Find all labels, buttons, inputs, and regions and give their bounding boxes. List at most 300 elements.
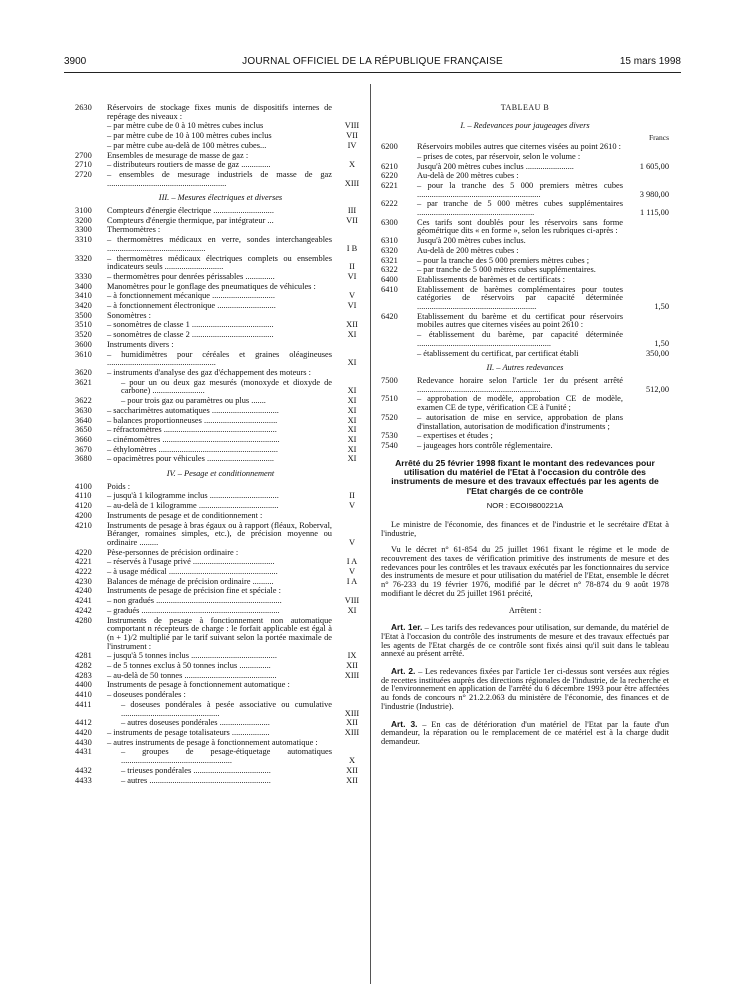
rubric-code: 3300 — [75, 225, 92, 235]
class-value: XII — [346, 765, 358, 775]
rubric-label: – humidimètres pour céréales et graines oléagineuses .................................................... — [107, 349, 332, 368]
rubric-code: 3500 — [75, 310, 92, 320]
rubric-label: – établissement du certificat, par certificat établi — [417, 348, 579, 358]
preamble-paragraph: Le ministre de l'économie, des finances et de l'industrie et le secrétaire d'Etat à l'industrie, — [381, 519, 669, 538]
table-row — [75, 617, 366, 652]
class-value: X — [348, 756, 356, 766]
class-value: VII — [346, 215, 358, 225]
table-row — [75, 152, 366, 161]
rubric-label: – thermomètres médicaux électriques complets ou ensembles indicateurs seuls ............................ — [107, 253, 332, 272]
table-row — [381, 237, 669, 246]
rubric-code: 3320 — [75, 253, 92, 263]
rubric-label: Instruments de pesage à fonctionnement automatique : — [107, 680, 290, 690]
rubric-code: 4210 — [75, 520, 92, 530]
rubric-code: 4221 — [75, 557, 92, 567]
rubric-label: Thermomètres : — [107, 225, 161, 235]
table-row — [75, 446, 366, 455]
rubric-label: – trieuses pondérales ..................................... — [121, 765, 271, 775]
table-row — [75, 662, 366, 671]
rubric-label: Poids : — [107, 481, 131, 491]
rubric-label: – doseuses pondérales à pesée associative ou cumulative ............................................... — [121, 699, 332, 718]
article-text: – Les tarifs des redevances pour utilisation, sur demande, du matériel de l'Etat à l'occasion du contrôle des instruments de mesure et des travaux effectués par les agents de l'Etat chargés de ce contrôle sont fixés ainsi qu'il suit dans le tableau annexé au présent arrêté. — [381, 623, 669, 659]
rubric-label: – sonomètres de classe 1 ....................................... — [107, 320, 274, 330]
rubric-code: 6322 — [381, 265, 398, 275]
rubric-label: – instruments de pesage totalisateurs .................. — [107, 728, 270, 737]
section-heading-electrical: III. – Mesures électriques et diverses — [158, 193, 283, 203]
table-row — [75, 407, 366, 416]
table-row — [381, 163, 669, 172]
rubric-code: 3520 — [75, 330, 92, 340]
rubric-code: 4431 — [75, 747, 92, 757]
rubric-code: 3410 — [75, 291, 92, 301]
rubric-code: 7500 — [381, 375, 398, 385]
rubric-code: 3630 — [75, 405, 92, 415]
class-value: XIII — [344, 728, 360, 737]
rubric-label: – par tranche de 5 000 mètres cubes supplémentaires ........................................................ — [417, 199, 623, 218]
class-value: XII — [346, 718, 358, 728]
table-row — [75, 341, 366, 350]
table-row — [75, 436, 366, 445]
class-value: XI — [347, 358, 357, 368]
rubric-label: – au-delà de 1 kilogramme ...................................... — [107, 501, 279, 511]
table-row — [75, 283, 366, 292]
preamble — [381, 521, 669, 599]
rubric-code: 7540 — [381, 440, 398, 450]
rubric-code: 4430 — [75, 737, 92, 747]
class-value: I A — [346, 576, 358, 586]
table-row — [75, 171, 366, 188]
class-value: I B — [346, 243, 358, 253]
rubric-code: 7530 — [381, 431, 398, 441]
class-value: XII — [346, 775, 358, 785]
rubric-code: 3650 — [75, 425, 92, 435]
class-value: III — [347, 206, 357, 216]
table-row — [75, 455, 366, 464]
table-row — [381, 182, 669, 199]
rubric-code: 3622 — [75, 396, 92, 406]
article-label: Art. 3. — [391, 718, 418, 729]
tariff-rows-weighing — [75, 483, 366, 786]
rubric-code: 4280 — [75, 615, 92, 625]
table-row — [75, 729, 366, 738]
rubric-code: 4420 — [75, 728, 92, 737]
table-row — [75, 492, 366, 501]
rubric-label: Manomètres pour le gonflage des pneumatiques de véhicules : — [107, 281, 316, 291]
article-text: – En cas de détérioration d'un matériel de l'Etat par la faute d'un demandeur, la réparation ou le remplacement de ce matériel est à la charge dudit demandeur. — [381, 719, 669, 746]
table-row — [75, 132, 366, 141]
rubric-code: 2630 — [75, 103, 92, 112]
class-value: XI — [347, 454, 357, 464]
class-value: VIII — [344, 596, 360, 606]
rubric-code: 4283 — [75, 670, 92, 680]
rubric-label: – réservés à l'usage privé ....................................... — [107, 557, 275, 567]
rubric-label: – à usage médical .................................................... — [107, 567, 278, 577]
rubric-label: – par mètre cube au-delà de 100 mètres cubes... — [107, 140, 267, 150]
amount-value: 1,50 — [654, 338, 669, 348]
rubric-label: – distributeurs routiers de masse de gaz .............. — [107, 160, 271, 170]
class-value: XI — [347, 405, 357, 415]
amount-value: 1 115,00 — [639, 208, 669, 218]
table-row — [75, 522, 366, 548]
table-row — [381, 331, 669, 348]
table-row — [75, 483, 366, 492]
rubric-code: 6420 — [381, 311, 398, 321]
rubric-label: – doseuses pondérales : — [107, 690, 186, 700]
rubric-code: 3310 — [75, 235, 92, 245]
rubric-label: – ensembles de mesurage industriels de masse de gaz ......................................................... — [107, 169, 332, 188]
table-b-title: TABLEAU B — [500, 103, 550, 112]
rubric-code: 7520 — [381, 412, 398, 422]
rubric-label: – jaugeages hors contrôle réglementaire. — [417, 440, 553, 450]
rubric-code: 6321 — [381, 255, 398, 265]
table-row — [75, 691, 366, 700]
rubric-label: – saccharimètres automatiques ................................ — [107, 405, 279, 415]
class-value: XI — [347, 425, 357, 435]
journal-title: JOURNAL OFFICIEL DE LA RÉPUBLIQUE FRANÇAISE — [242, 56, 503, 67]
table-row — [75, 512, 366, 521]
table-row — [75, 568, 366, 577]
rubric-code: 3420 — [75, 301, 92, 311]
rubric-code: 4110 — [75, 491, 92, 501]
rubric-label: – au-delà de 50 tonnes ............................................ — [107, 670, 277, 680]
rubric-code: 4411 — [75, 699, 92, 709]
class-value: XIII — [344, 708, 360, 718]
class-value: I A — [346, 557, 358, 567]
rubric-code: 4242 — [75, 605, 92, 615]
table-row — [75, 217, 366, 226]
rubric-label: Redevance horaire selon l'article 1er du présent arrêté ........................................................... — [417, 375, 623, 394]
right-column — [381, 104, 669, 755]
rubric-label: – pour trois gaz ou paramètres ou plus ....... — [121, 396, 266, 406]
amount-value: 350,00 — [645, 348, 669, 358]
rubric-label: – autres instruments de pesage à fonctionnement automatique : — [107, 737, 318, 747]
rubric-code: 6222 — [381, 199, 398, 209]
article-paragraph — [381, 720, 669, 747]
rubric-code: 3660 — [75, 434, 92, 444]
issue-date: 15 mars 1998 — [619, 56, 681, 67]
table-row — [75, 597, 366, 606]
rubric-code: 3670 — [75, 444, 92, 454]
rubric-label: Etablissements de barèmes et de certificats : — [417, 274, 565, 284]
rubric-code: 4230 — [75, 576, 92, 586]
rubric-label: – éthylomètres ......................................................... — [107, 444, 278, 454]
rubric-label: – pour la tranche des 5 000 premiers mètres cubes ; — [417, 255, 590, 265]
rubric-label: Instruments de pesage de précision fine et spéciale : — [107, 586, 281, 596]
rubric-code: 3680 — [75, 454, 92, 464]
table-row — [75, 701, 366, 718]
rubric-code: 6210 — [381, 161, 398, 171]
table-row — [381, 432, 669, 441]
class-value: IV — [347, 140, 357, 150]
table-row — [75, 292, 366, 301]
table-row — [381, 143, 669, 152]
article-text: – Les redevances fixées par l'article 1er ci-dessus sont versées aux régies de recettes instituées auprès des directions régionales de l'industrie, de la recherche et de l'environnement en application de l'arrêté du 6 décembre 1993 pour être affectées au fonds de concours n° 21.2.2.063 du ministère de l'économie, des finances et de l'industrie (Industrie). — [381, 667, 669, 711]
class-value: XI — [347, 415, 357, 425]
rubric-code: 3400 — [75, 281, 92, 291]
rubric-label: – thermomètres médicaux en verre, sondes interchangeables ............................................... — [107, 235, 332, 253]
rubric-code: 6300 — [381, 217, 398, 227]
tariff-rows-gauging — [75, 104, 366, 188]
class-value: VI — [347, 301, 357, 311]
table-row — [75, 104, 366, 121]
table-row — [381, 200, 669, 217]
table-row — [75, 379, 366, 396]
section-heading-weighing: IV. – Pesage et conditionnement — [166, 469, 275, 479]
rubric-code: 4433 — [75, 775, 92, 785]
rubric-code: 3610 — [75, 349, 92, 359]
table-row — [75, 767, 366, 776]
table-row — [75, 426, 366, 435]
rubric-label: – opacimètres pour véhicules ................................ — [107, 454, 275, 464]
section-heading-other-fees: II. – Autres redevances — [486, 363, 564, 373]
rubric-code: 4432 — [75, 765, 92, 775]
table-row — [381, 247, 669, 256]
rubric-label: – gradués .................................................................. — [107, 605, 280, 615]
class-value: XI — [347, 396, 357, 406]
rubric-label: Instruments de pesage et de conditionnement : — [107, 510, 263, 520]
table-row — [381, 377, 669, 394]
table-row — [75, 681, 366, 690]
class-value: XIII — [344, 178, 360, 188]
rubric-label: Sonomètres : — [107, 310, 151, 320]
rubric-label: – réfractomètres ...................................................... — [107, 425, 277, 435]
fee-rows-other — [381, 377, 669, 451]
rubric-label: – autres .......................................................... — [121, 775, 271, 785]
table-row — [75, 652, 366, 661]
rubric-label: Réservoirs mobiles autres que citernes visées au point 2610 : — [417, 142, 621, 152]
section-heading-gauging: I. – Redevances pour jaugeages divers — [460, 120, 590, 130]
rubric-code: 6200 — [381, 142, 398, 152]
rubric-code: 6410 — [381, 284, 398, 294]
rubric-code: 4240 — [75, 586, 92, 596]
table-row — [75, 312, 366, 321]
rubric-code: 3200 — [75, 215, 92, 225]
left-column — [75, 104, 366, 786]
amount-value: 1,50 — [654, 302, 669, 312]
tariff-rows-electrical — [75, 207, 366, 464]
table-row — [75, 273, 366, 282]
rubric-label: – approbation de modèle, approbation CE de modèle, examen CE de type, vérification CE à l'unité ; — [417, 394, 623, 413]
rubric-label: Compteurs d'énergie thermique, par intégrateur ... — [107, 215, 274, 225]
rubric-code: 4222 — [75, 567, 92, 577]
nor-reference: NOR : ECOI9800221A — [486, 501, 564, 511]
currency-label: Francs — [649, 133, 669, 143]
class-value: XI — [347, 444, 357, 454]
rubric-label: Instruments de pesage à fonctionnement non automatique comportant n récepteurs de charge : le forfait applicable est égal à (n + 1)/2 multiplié par le tarif suivant selon la portée maximale de l'instrument : — [107, 615, 332, 651]
rubric-label: Instruments divers : — [107, 339, 174, 349]
table-row — [75, 558, 366, 567]
page-number: 3900 — [64, 56, 87, 67]
rubric-code: 4100 — [75, 481, 92, 491]
amount-value: 1 605,00 — [639, 161, 669, 171]
table-row — [75, 142, 366, 151]
rubric-label: Balances de ménage de précision ordinaire .......... — [107, 576, 274, 586]
rubric-code: 3510 — [75, 320, 92, 330]
table-row — [75, 302, 366, 311]
rubric-code: 3620 — [75, 367, 92, 377]
class-value: XIII — [344, 670, 360, 680]
rubric-label: – non gradués ............................................................ — [107, 596, 282, 606]
table-row — [381, 286, 669, 312]
arretent-label: Arrêtent : — [508, 605, 542, 615]
table-row — [75, 369, 366, 378]
table-row — [381, 219, 669, 236]
rubric-code: 2720 — [75, 169, 92, 179]
table-row — [381, 350, 669, 359]
table-row — [75, 719, 366, 728]
class-value: XI — [347, 605, 357, 615]
rubric-label: – autorisation de mise en service, approbation de plans d'installation, autorisation de modification d'instruments ; — [417, 412, 623, 431]
table-row — [75, 748, 366, 765]
rubric-label: Au-delà de 200 mètres cubes : — [417, 171, 519, 181]
rubric-code: 4220 — [75, 547, 92, 557]
rubric-label: Jusqu'à 200 mètres cubes inclus. — [417, 236, 526, 246]
rubric-label: – pour un ou deux gaz mesurés (monoxyde et dioxyde de carbone) ......................... — [121, 377, 332, 396]
preamble-paragraph: Vu le décret n° 61-854 du 25 juillet 1961 fixant le régime et le mode de recouvrement des taxes de vérification primitive des instruments de mesure et des redevances pour les contrôles et les travaux exécutés par les fonctionnaires du service des instruments de mesure et pour utilisation du matériel de l'Etat, ensemble le décret n° 76-233 du 19 février 1976, modifié par le décret n° 78-874 du 9 août 1978 modifiant le décret du 25 juillet 1961 précité, — [381, 545, 669, 598]
rubric-label: – pour la tranche des 5 000 premiers mètres cubes ........................................................... — [417, 180, 623, 199]
rubric-code: 3600 — [75, 339, 92, 349]
rubric-code: 4281 — [75, 651, 92, 661]
column-divider — [370, 84, 371, 984]
rubric-label: Instruments de pesage à bras égaux ou à rapport (fléaux, Roberval, Béranger, romaines simples, etc.), de précision moyenne ou ordinaire ......... — [107, 520, 332, 547]
rubric-code: 6221 — [381, 180, 398, 190]
table-row — [75, 607, 366, 616]
class-value: VII — [346, 131, 358, 141]
rubric-code: 4400 — [75, 680, 92, 690]
rubric-label: Jusqu'à 200 mètres cubes inclus ....................... — [417, 161, 574, 171]
rubric-label: – expertises et études ; — [417, 431, 493, 441]
rubric-label: – sonomètres de classe 2 ....................................... — [107, 330, 274, 340]
class-value: VI — [347, 271, 357, 281]
rubric-label: Etablissement de barèmes complémentaires pour toutes catégories de réservoirs par capacité déterminée ......................................................... — [417, 284, 623, 312]
table-row — [381, 276, 669, 285]
rubric-label: – cinémomètres ........................................................ — [107, 434, 280, 444]
rubric-label: – prises de cotes, par réservoir, selon le volume : — [417, 151, 581, 161]
rubric-label: – par mètre cube de 0 à 10 mètres cubes inclus — [107, 121, 264, 131]
class-value: XII — [346, 661, 358, 671]
rubric-code: 3621 — [75, 377, 92, 387]
class-value: X — [348, 160, 356, 170]
class-value: II — [349, 262, 355, 272]
rubric-code: 4120 — [75, 501, 92, 511]
rubric-label: Ensembles de mesurage de masse de gaz : — [107, 150, 249, 160]
rubric-code: 4282 — [75, 661, 92, 671]
rubric-label: – de 5 tonnes exclus à 50 tonnes inclus ............... — [107, 661, 271, 671]
rubric-code: 3100 — [75, 206, 92, 216]
rubric-code: 3330 — [75, 271, 92, 281]
table-row — [381, 414, 669, 431]
class-value: VIII — [344, 121, 360, 131]
rubric-code: 6220 — [381, 171, 398, 181]
rubric-label: – établissement du barème, par capacité déterminée ................................................................ — [417, 330, 623, 348]
rubric-label: Compteurs d'énergie électrique ............................. — [107, 206, 274, 216]
rubric-label: – thermomètres pour denrées périssables .............. — [107, 271, 275, 281]
rubric-label: – instruments d'analyse des gaz d'échappement des moteurs : — [107, 367, 311, 377]
rubric-label: – autres doseuses pondérales ........................ — [121, 718, 270, 728]
rubric-code: 4410 — [75, 690, 92, 700]
header-rule — [64, 72, 681, 73]
table-row — [75, 321, 366, 330]
table-row — [75, 672, 366, 681]
table-row — [75, 578, 366, 587]
rubric-code: 6310 — [381, 236, 398, 246]
amount-value: 3 980,00 — [639, 189, 669, 199]
table-row — [75, 161, 366, 170]
table-row — [381, 172, 669, 181]
class-value: V — [348, 291, 356, 301]
class-value: XII — [346, 320, 358, 330]
article-paragraph — [381, 667, 669, 712]
rubric-label: – par tranche de 5 000 mètres cubes supplémentaires. — [417, 265, 596, 275]
rubric-code: 4412 — [75, 718, 92, 728]
table-row — [75, 417, 366, 426]
rubric-code: 2710 — [75, 160, 92, 170]
rubric-code: 4200 — [75, 510, 92, 520]
rubric-label: – groupes de pesage-étiquetage automatiques ..................................................... — [121, 747, 332, 766]
table-row — [381, 257, 669, 266]
decree-title: Arrêté du 25 février 1998 fixant le montant des redevances pour utilisation du matériel de l'Etat à l'occasion du contrôle des instruments de mesure et des travaux effectués par les agents de l'Etat chargés de ce contrôle — [391, 457, 659, 496]
rubric-label: – jusqu'à 5 tonnes inclus ......................................... — [107, 651, 277, 661]
rubric-code: 2700 — [75, 150, 92, 160]
class-value: II — [349, 491, 355, 501]
rubric-code: 6400 — [381, 274, 398, 284]
article-label: Art. 2. — [391, 666, 416, 677]
table-row — [75, 207, 366, 216]
class-value: V — [348, 501, 356, 511]
rubric-label: – à fonctionnement électronique ............................ — [107, 301, 276, 311]
class-value: XI — [347, 386, 357, 396]
table-row — [75, 122, 366, 131]
amount-value: 512,00 — [645, 384, 669, 394]
rubric-label: Ces tarifs sont doublés pour les réservoirs sans forme géométrique dits « en forme », selon les rubriques ci-après : — [417, 217, 623, 236]
class-value: V — [348, 567, 356, 577]
rubric-label: Au-delà de 200 mètres cubes : — [417, 245, 519, 255]
rubric-label: Pèse-personnes de précision ordinaire : — [107, 547, 239, 557]
table-row — [75, 236, 366, 253]
articles — [381, 623, 669, 746]
table-row — [381, 395, 669, 412]
table-row — [381, 442, 669, 451]
table-row — [381, 266, 669, 275]
class-value: IX — [347, 651, 357, 661]
rubric-code: 7510 — [381, 394, 398, 404]
rubric-label: Etablissement du barème et du certificat pour réservoirs mobiles autres que citernes visées au point 2610 : — [417, 311, 623, 330]
class-value: V — [348, 537, 356, 547]
table-row — [75, 351, 366, 368]
table-row — [75, 331, 366, 340]
table-row — [75, 255, 366, 272]
rubric-code: 4241 — [75, 596, 92, 606]
rubric-label: – par mètre cube de 10 à 100 mètres cubes inclus — [107, 131, 272, 141]
fee-rows-gauging — [381, 143, 669, 358]
rubric-label: – à fonctionnement mécanique .............................. — [107, 291, 275, 301]
class-value: XI — [347, 330, 357, 340]
table-row — [75, 587, 366, 596]
table-row — [75, 549, 366, 558]
rubric-label: – balances proportionneuses ................................... — [107, 415, 278, 425]
table-row — [75, 739, 366, 748]
table-row — [75, 226, 366, 235]
article-label: Art. 1er. — [391, 622, 423, 633]
table-row — [75, 777, 366, 786]
page-header — [64, 56, 681, 70]
table-row — [75, 397, 366, 406]
rubric-label: Réservoirs de stockage fixes munis de dispositifs internes de repérage des niveaux : — [107, 103, 332, 121]
rubric-code: 6320 — [381, 245, 398, 255]
class-value: XI — [347, 434, 357, 444]
table-row — [75, 502, 366, 511]
table-row — [381, 153, 669, 162]
